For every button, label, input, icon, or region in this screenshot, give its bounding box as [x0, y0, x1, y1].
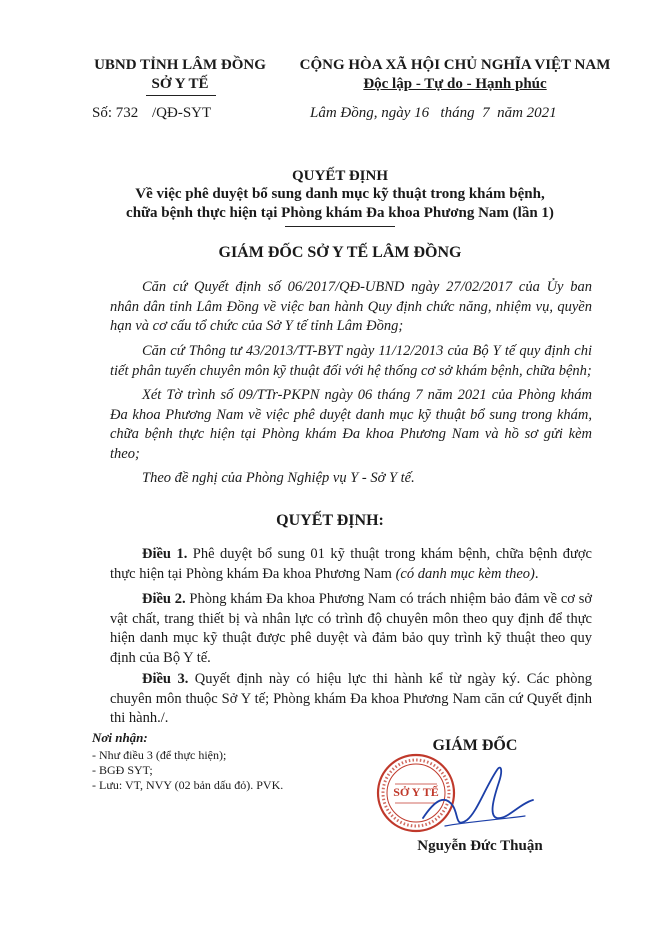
place-date: Lâm Đồng, ngày 16 tháng 7 năm 2021 — [310, 105, 557, 121]
article-2-label: Điều 2. — [142, 591, 186, 607]
issuing-department: SỞ Y TẾ — [151, 76, 209, 92]
decision-heading: QUYẾT ĐỊNH: — [276, 512, 384, 529]
preamble-4: Theo đề nghị của Phòng Nghiệp vụ Y - Sở Y tế. — [142, 470, 415, 486]
doc-no-label: Số: — [92, 105, 113, 121]
article-1-note: (có danh mục kèm theo) — [395, 565, 535, 582]
national-motto: Độc lập - Tự do - Hạnh phúc — [363, 76, 547, 92]
handwritten-signature — [415, 760, 545, 840]
recipient-item: - Lưu: VT, NVY (02 bản dấu đỏ). PVK. — [92, 778, 284, 792]
article-1-text: Phê duyệt bổ sung 01 kỹ thuật trong khám bệnh, chữa bệnh được thực hiện tại Phòng khám Đa khoa Phương Nam — [110, 546, 592, 582]
national-title: CỘNG HÒA XÃ HỘI CHỦ NGHĨA VIỆT NAM — [299, 57, 611, 73]
preamble-3: Xét Tờ trình số 09/TTr-PKPN ngày 06 tháng 7 năm 2021 của Phòng khám Đa khoa Phương Nam về việc phê duyệt danh mục kỹ thuật bổ sung trong khám, chữa bệnh thực hiện tại Phòng khám Đa khoa Phương Nam và hồ sơ gửi kèm theo; — [110, 387, 592, 462]
preamble-1: Căn cứ Quyết định số 06/2017/QĐ-UBND ngày 27/02/2017 của Ủy ban nhân dân tỉnh Lâm Đồng về việc ban hành Quy định chức năng, nhiệm vụ, quyền hạn và cơ cấu tổ chức của Sở Y tế tỉnh Lâm Đồng; — [110, 279, 592, 334]
header-left-rule — [146, 95, 216, 96]
article-1-end: . — [534, 565, 539, 582]
title-rule — [285, 226, 395, 227]
recipient-item: - BGĐ SYT; — [92, 763, 153, 777]
subject-line-2: chữa bệnh thực hiện tại Phòng khám Đa khoa Phương Nam (lần 1) — [126, 205, 554, 221]
signer-title: GIÁM ĐỐC — [432, 737, 518, 754]
article-3-text: Quyết định này có hiệu lực thi hành kể từ ngày ký. Các phòng chuyên môn thuộc Sở Y tế; Phòng khám Đa khoa Phương Nam căn cứ Quyết định thi hành./. — [110, 671, 593, 726]
article-2-text: Phòng khám Đa khoa Phương Nam có trách nhiệm bảo đảm về cơ sở vật chất, trang thiết bị và nhân lực có trình độ chuyên môn theo quy định để thực hiện danh mục kỹ thuật được phê duyệt và đảm bảo quy trình kỹ thuật theo quy định của Bộ Y tế. — [110, 591, 593, 666]
preamble-2: Căn cứ Thông tư 43/2013/TT-BYT ngày 11/12/2013 của Bộ Y tế quy định chi tiết phân tuyến chuyên môn kỹ thuật đối với hệ thống cơ sở khám bệnh, chữa bệnh; — [110, 343, 592, 379]
recipients-list — [92, 748, 283, 793]
doc-code: /QĐ-SYT — [152, 105, 212, 121]
issuing-authority: UBND TỈNH LÂM ĐỒNG — [94, 57, 266, 73]
document-number — [92, 105, 211, 122]
article-2 — [110, 590, 592, 668]
doc-no-value: 732 — [115, 105, 139, 121]
recipients-label: Nơi nhận: — [92, 730, 148, 745]
stamp-label: SỞ Y TẾ — [393, 785, 439, 799]
signer-name: Nguyễn Đức Thuận — [417, 838, 543, 854]
article-1 — [110, 545, 592, 584]
authority-heading: GIÁM ĐỐC SỞ Y TẾ LÂM ĐỒNG — [218, 244, 462, 261]
subject-line-1: Về việc phê duyệt bổ sung danh mục kỹ thuật trong khám bệnh, — [135, 186, 545, 202]
document-type-heading: QUYẾT ĐỊNH — [292, 168, 388, 184]
article-1-label: Điều 1. — [142, 546, 188, 562]
article-3-label: Điều 3. — [142, 671, 189, 687]
article-3 — [110, 670, 592, 729]
recipient-item: - Như điều 3 (để thực hiện); — [92, 748, 227, 762]
